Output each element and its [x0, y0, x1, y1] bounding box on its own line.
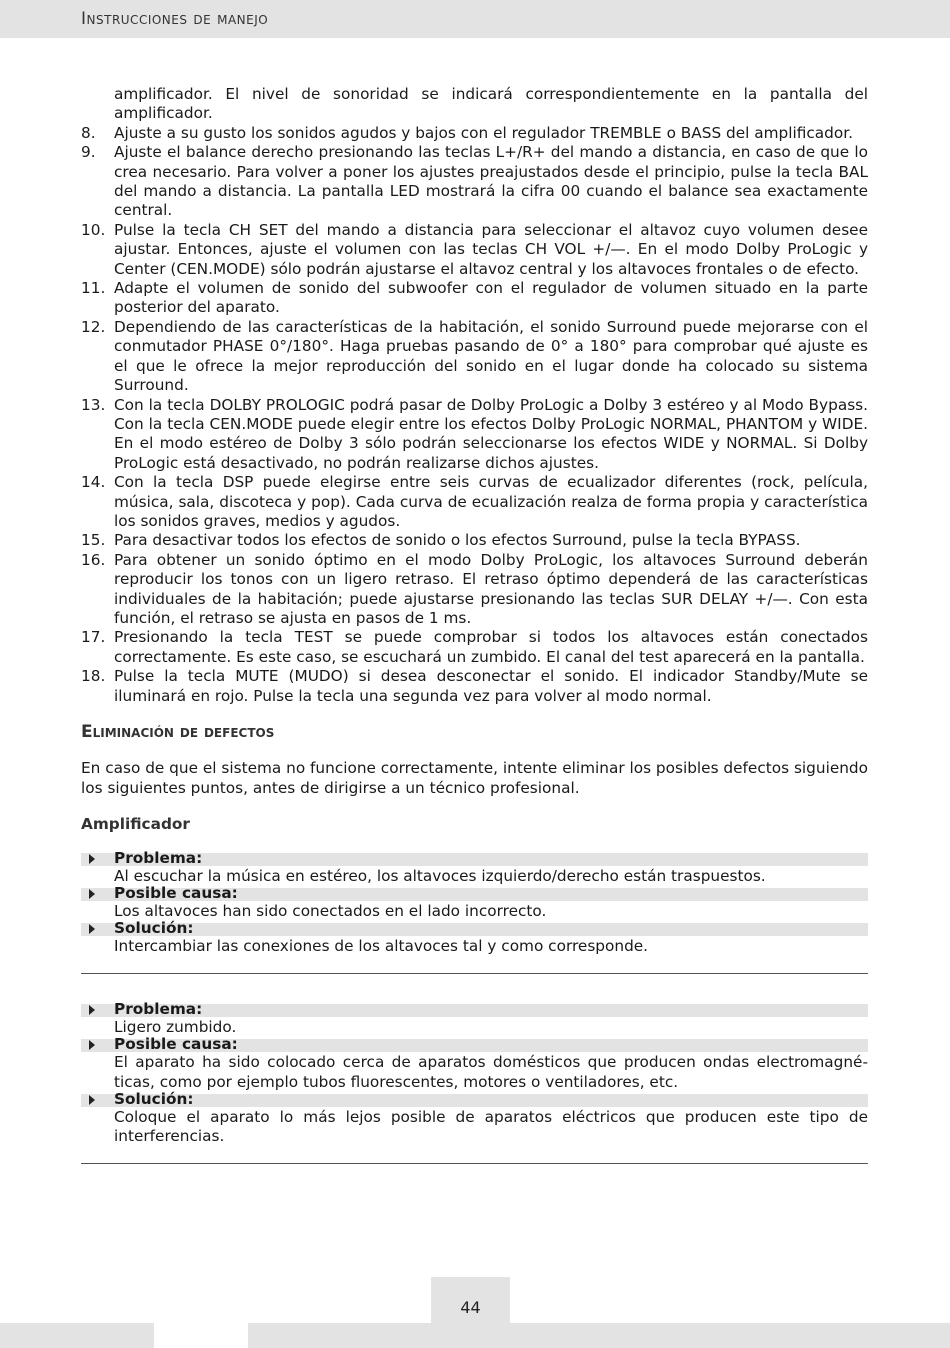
footer-strip-gap [154, 1323, 248, 1348]
list-item-text: Con la tecla DSP puede elegirse entre seis curvas de ecualizador diferentes (rock, película, música, sala, discoteca y pop). Cada curva de ecualización realza de forma propia y característica los sonidos graves, medios y agudos. [114, 473, 868, 530]
list-item-number: 15. [81, 531, 106, 550]
cause-bar [81, 884, 868, 903]
problem-bar [81, 848, 868, 867]
page-number: 44 [460, 1298, 481, 1317]
divider [81, 973, 868, 974]
triangle-right-icon [89, 889, 95, 899]
solution-text: Intercambiar las conexiones de los altavoces tal y como corresponde. [114, 937, 649, 956]
list-item-text: Pulse la tecla CH SET del mando a distancia para seleccionar el altavoz cuyo volumen desee ajustar. Entonces, ajuste el volumen con las teclas CH VOL +/—. En el modo Dolby ProLogic y Center (CEN.MODE) sólo podrán ajustarse el altavoz central y los altavoces frontales o de efecto. [114, 220, 868, 278]
triangle-right-icon [89, 924, 95, 934]
triangle-right-icon [89, 1095, 95, 1105]
list-item-text: Ajuste el balance derecho presionando las teclas L+/R+ del mando a distancia, en caso de que lo crea necesario. Para volver a poner los ajustes preajustados desde el principio, pulse la tecla BAL del mando a distancia. La pantalla LED mostrará la cifra 00 cuando el balance sea exactamente central. [114, 143, 868, 220]
list-item-text: Para desactivar todos los efectos de sonido o los efectos Surround, pulse la tecla BYPASS. [114, 531, 801, 550]
list-item-number: 11. [81, 279, 106, 298]
cause-text: El aparato ha sido colocado cerca de aparatos domésticos que producen ondas electromagnéticas, como por ejemplo tubos fluorescentes, motores o ventiladores, etc. [114, 1053, 868, 1091]
solution-text: Coloque el aparato lo más lejos posible de aparatos eléctricos que producen este tipo de interferencias. [114, 1108, 868, 1146]
problem-text: Ligero zumbido. [114, 1017, 237, 1036]
list-item-text: Dependiendo de las características de la habitación, el sonido Surround puede mejorarse con el conmutador PHASE 0°/180°. Haga pruebas pasando de 0° a 180° para comprobar qué ajuste es el que le ofrece la mejor reproducción del sonido en el lugar donde ha colocado su sistema Surround. [114, 317, 868, 395]
list-item-number: 18. [81, 667, 106, 686]
triangle-right-icon [89, 854, 95, 864]
list-item [81, 551, 868, 629]
list-item-number: 10. [81, 220, 106, 239]
page-number-box [431, 1277, 510, 1327]
list-item [81, 396, 868, 474]
problem-label: Problema: [114, 848, 203, 867]
list-item-text: Adapte el volumen de sonido del subwoofer con el regulador de volumen situado en la parte posterior del aparato. [114, 279, 868, 317]
solution-bar [81, 1090, 868, 1109]
cause-bar [81, 1035, 868, 1054]
solution-label: Solución: [114, 919, 194, 938]
problem-text: Al escuchar la música en estéreo, los altavoces izquierdo/derecho están traspuestos. [114, 866, 766, 885]
list-item [81, 318, 868, 396]
list-item-number: 9. [81, 143, 96, 162]
list-item [81, 143, 868, 221]
triangle-right-icon [89, 1005, 95, 1015]
triangle-right-icon [89, 1040, 95, 1050]
divider [81, 1163, 868, 1164]
list-item [81, 628, 868, 667]
list-item [81, 531, 868, 550]
list-item [81, 124, 868, 143]
list-item-number: 13. [81, 395, 106, 414]
list-item-text: Con la tecla DOLBY PROLOGIC podrá pasar de Dolby ProLogic a Dolby 3 estéreo y al Modo Bypass. Con la tecla CEN.MODE puede elegir entre los efectos Dolby ProLogic NORMAL, PHANTOM y WIDE. En el modo estéreo de Dolby 3 sólo podrán seleccionarse los efectos WIDE y NORMAL. Si Dolby ProLogic está desactivado, no podrán realizarse dichos ajustes. [114, 395, 868, 472]
list-item-number: 16. [81, 550, 106, 569]
page-content [81, 85, 868, 1164]
list-item-number: 8. [81, 123, 96, 142]
list-item-number: 17. [81, 628, 106, 647]
cause-label: Posible causa: [114, 884, 238, 903]
list-item-text: amplificador. El nivel de sonoridad se indicará correspondientemente en la pantalla del amplificador. [114, 85, 868, 123]
section-intro: En caso de que el sistema no funcione correctamente, intente eliminar los posibles defectos siguiendo los siguientes puntos, antes de dirigirse a un técnico profesional. [81, 759, 868, 797]
troubleshooting-block [81, 848, 868, 974]
cause-text: Los altavoces han sido conectados en el lado incorrecto. [114, 902, 547, 921]
list-item [81, 667, 868, 706]
problem-bar [81, 999, 868, 1018]
problem-label: Problema: [114, 999, 203, 1018]
solution-bar [81, 919, 868, 938]
list-item-number: 14. [81, 473, 106, 492]
troubleshooting-block [81, 999, 868, 1164]
list-item [81, 473, 868, 531]
list-item-text: Pulse la tecla MUTE (MUDO) si desea desconectar el sonido. El indicador Standby/Mute se iluminará en rojo. Pulse la tecla una segunda vez para volver al modo normal. [114, 667, 868, 705]
list-item-number: 12. [81, 317, 106, 336]
solution-label: Solución: [114, 1090, 194, 1109]
list-item [81, 279, 868, 318]
cause-label: Posible causa: [114, 1035, 238, 1054]
page-header [0, 0, 950, 38]
header-title: Instrucciones de manejo [81, 9, 269, 29]
section-title: Eliminación de defectos [81, 722, 275, 742]
list-item-text: Para obtener un sonido óptimo en el modo Dolby ProLogic, los altavoces Surround deberán reproducir los tonos con un ligero retraso. El retraso óptimo dependerá de las características individuales de la habitación; puede ajustarse presionando las teclas SUR DELAY +/—. Con esta función, el retraso se ajusta en pasos de 1 ms. [114, 550, 868, 627]
subsection-title: Amplificador [81, 815, 190, 834]
list-item [81, 221, 868, 279]
list-item-text: Ajuste a su gusto los sonidos agudos y bajos con el regulador TREMBLE o BASS del amplificador. [114, 123, 854, 142]
list-item [81, 85, 868, 124]
list-item-text: Presionando la tecla TEST se puede comprobar si todos los altavoces están conectados correctamente. Es este caso, se escuchará un zumbido. El canal del test aparecerá en la pantalla. [114, 628, 868, 666]
